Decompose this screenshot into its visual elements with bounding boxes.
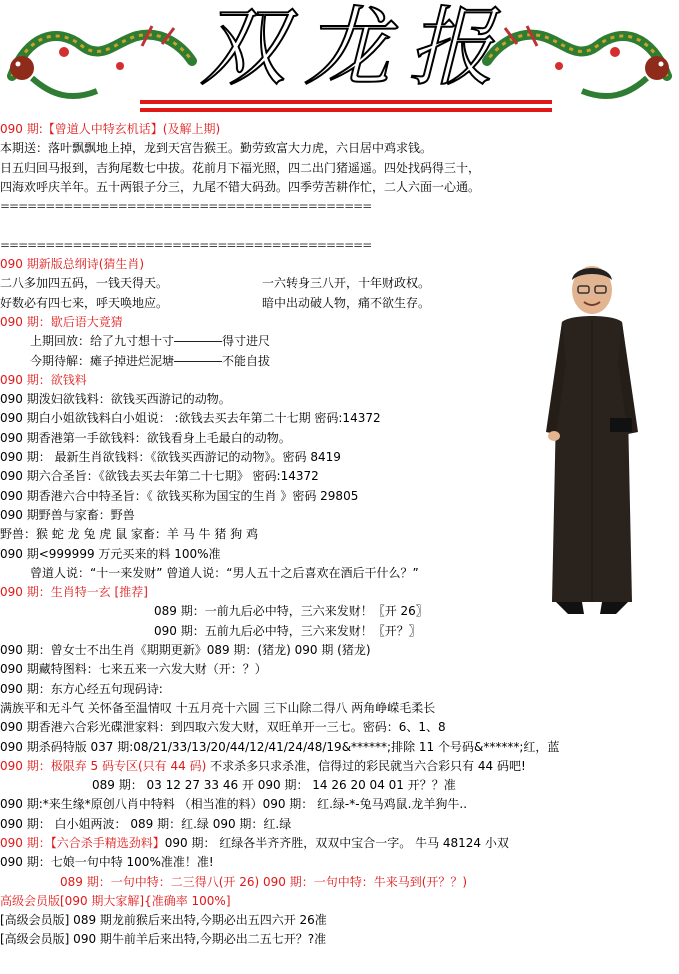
line-text: 090 期香港第一手欲钱料：欲钱看身上毛最白的动物。 — [0, 430, 291, 445]
line-text: [高级会员版] 089 期龙前猴后来出特,今期必出五四六开 26准 — [0, 913, 327, 928]
line-text: 好数必有四七来，呼天唤地应。 — [0, 295, 169, 310]
line-text: 野兽：猴 蛇 龙 兔 虎 鼠 家畜：羊 马 牛 猪 狗 鸡 — [0, 527, 258, 542]
line-text: 090 期：歇后语大竟猜 — [0, 314, 123, 329]
text-line — [0, 178, 679, 197]
text-line — [0, 641, 679, 660]
text-line — [0, 159, 679, 178]
line-text: 090 期： 最新生肖欲钱料：《欲钱买西游记的动物》。密码 8419 — [0, 450, 341, 465]
line-text: 今期待解：瘫子掉进烂泥塘――――不能自拔 — [30, 353, 271, 368]
line-text: 090 期：五前九后必中特，三六来发财！〖开？〗 — [154, 623, 421, 638]
line-text: 090 期:*来生缘*原创八肖中特料 （相当准的料）090 期： 红.绿-*-兔马鸡鼠.龙羊狗牛.. — [0, 797, 468, 812]
line-text: 090 期香港六合彩光碟泄家料：到四取六发大财，双旺单开一三七。密码：6、1、8 — [0, 720, 446, 735]
title-underline-top — [140, 100, 552, 104]
text-line — [0, 216, 679, 235]
line-text: 090 期香港六合中特圣旨：《 欲钱买称为国宝的生肖 》密码 29805 — [0, 488, 359, 503]
line-text: 090 期泼妇欲钱料：欲钱买西游记的动物。 — [0, 392, 231, 407]
line-text: [高级会员版] 090 期牛前羊后来出特,今期必出二五七开？?准 — [0, 932, 327, 947]
line-text: 090 期野兽与家畜：野兽 — [0, 507, 135, 522]
line-text: 090 期<999999 万元买来的料 100%准 — [0, 546, 221, 561]
text-line — [0, 795, 679, 814]
line-text: 090 期：欲钱料 — [0, 372, 87, 387]
line-text: 090 期新版总纲诗(猜生肖) — [0, 257, 145, 272]
line-text: 日五归回马报到，吉狗尾数七中拔。花前月下福光照，四二出门猪遥遥。四处找码得三十， — [0, 160, 481, 175]
line-text: 090 期六合圣旨：《欲钱去买去年第二十七期》 密码:14372 — [0, 469, 319, 484]
masthead-banner — [0, 0, 679, 118]
text-line — [0, 660, 679, 679]
line-text: 上期回放：给了九寸想十寸――――得寸进尺 — [30, 334, 271, 349]
line-text: 090 期：曾女士不出生肖《期期更新》089 期：(猪龙) 090 期 (猪龙) — [0, 643, 371, 658]
text-line — [0, 776, 679, 795]
line-text: ========================================= — [0, 199, 372, 214]
text-line — [0, 139, 679, 158]
line-second-column: 一六转身三八开，十年财政权。 — [262, 276, 431, 291]
text-line — [0, 699, 679, 718]
line-text: 089 期： 03 12 27 33 46 开 090 期： 14 26 20 04 01 开？？准 — [92, 778, 456, 793]
line-text: 089 期：一前九后必中特，三六来发财！〖开 26〗 — [154, 604, 428, 619]
separator-line — [0, 197, 679, 216]
line-text: 高级会员版[090 期大家解]{准确率 100%] — [0, 893, 231, 908]
text-line — [0, 834, 679, 853]
text-line — [0, 815, 679, 834]
text-line — [0, 120, 679, 139]
newspaper-title: 双龙报 — [200, 0, 512, 98]
line-text-continuation: 090 期： 红绿各半齐齐胜，双双中宝合一字。 牛马 48124 小双 — [164, 835, 509, 850]
line-text: 090 期白小姐欲钱料白小姐说： :欲钱去买去年第二十七期 密码:14372 — [0, 411, 381, 426]
line-text: 090 期：生肖特一玄 [推荐] — [0, 585, 148, 600]
line-text: 089 期：一句中特：二三得八(开 26) 090 期：一句中特：牛来马到(开？？) — [60, 874, 468, 889]
title-underline-bottom — [140, 108, 552, 112]
line-text-continuation: 不求杀多只求杀准，信得过的彩民就当六合彩只有 44 码吧! — [206, 758, 526, 773]
line-text: 四海欢呼庆羊年。五十两银子分三，九尾不错大码劲。四季劳苦耕作忙，二人六面一心通。 — [0, 179, 481, 194]
line-text: 090 期藏特图料：七来五来一六发大财（开：？） — [0, 662, 267, 677]
text-line — [0, 930, 679, 949]
text-line — [0, 680, 679, 699]
line-text: 满族平和无斗气 关怀备至温情叹 十五月亮十六圆 三下山除二得八 两角峥嵘毛柔长 — [0, 700, 436, 715]
line-text: 090 期:【曾道人中特玄机话】(及解上期) — [0, 122, 221, 136]
man-portrait-icon — [532, 262, 650, 620]
line-text: 曾道人说：“十一来发财” 曾道人说：“男人五十之后喜欢在酒后干什么？” — [30, 565, 419, 580]
text-line — [0, 892, 679, 911]
line-second-column: 暗中出动破人物，痛不欲生存。 — [262, 295, 431, 310]
line-text: 090 期：极限弃 5 码专区(只有 44 码) — [0, 758, 207, 773]
text-line — [0, 853, 679, 872]
line-text: 090 期杀码特版 037 期:08/21/33/13/20/44/12/41/24/48/19&******;排除 11 个号码&******;红，蓝 — [0, 739, 560, 754]
text-line — [0, 622, 679, 641]
text-line — [0, 873, 679, 892]
separator-line — [0, 236, 679, 255]
line-text: 090 期：东方心经五句现码诗: — [0, 681, 163, 696]
text-line — [0, 911, 679, 930]
line-text: 二八多加四五码，一钱天得天。 — [0, 276, 169, 291]
line-text: 本期送：落叶飘飘地上掉，龙到天宫告猴王。勤劳致富大力虎，六日居中鸡求钱。 — [0, 141, 433, 156]
line-text: 090 期： 白小姐两波： 089 期：红.绿 090 期：红.绿 — [0, 816, 292, 831]
line-text: 090 期：【六合杀手精选劲料】 — [0, 835, 165, 850]
text-line — [0, 757, 679, 776]
line-text: 090 期：七娘一句中特 100%准准！准! — [0, 855, 214, 870]
text-line — [0, 718, 679, 737]
text-line — [0, 738, 679, 757]
line-text: ========================================= — [0, 237, 372, 252]
